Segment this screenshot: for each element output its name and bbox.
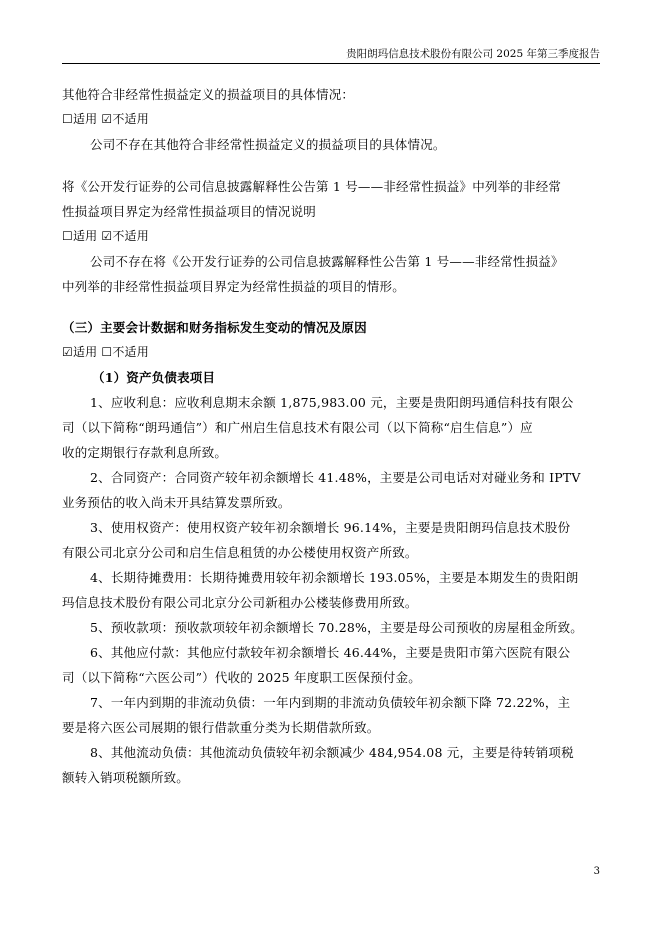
header-title: 贵阳朗玛信息技术股份有限公司 2025 年第三季度报告 <box>346 48 600 60</box>
list-item <box>62 515 602 565</box>
other-items-title: 其他符合非经常性损益定义的损益项目的具体情况： <box>62 87 355 102</box>
list-item <box>62 640 602 690</box>
list-item-line: 2、合同资产：合同资产较年初余额增长 41.48%，主要是公司电话对对碰业务和 IPTV <box>90 470 581 485</box>
list-item-line: 玛信息技术股份有限公司北京分公司新租办公楼装修费用所致。 <box>62 595 418 610</box>
list-item <box>62 465 602 515</box>
page-header <box>62 46 600 64</box>
list-item <box>62 390 602 465</box>
subsection-heading: （1）资产负债表项目 <box>92 370 216 385</box>
other-items-text: 公司不存在其他符合非经常性损益定义的损益项目的具体情况。 <box>90 137 446 152</box>
spacer <box>62 299 602 315</box>
list-item-line: 7、一年内到期的非流动负债：一年内到期的非流动负债较年初余额下降 72.22%，主 <box>90 695 571 710</box>
section-heading: （三）主要会计数据和财务指标发生变动的情况及原因 <box>62 320 367 335</box>
list-item <box>62 740 602 790</box>
list-item-line: 有限公司北京分公司和启生信息租赁的办公楼使用权资产所致。 <box>62 545 418 560</box>
list-item-line: 司（以下简称“朗玛通信”）和广州启生信息技术有限公司（以下简称“启生信息”）应 <box>62 420 533 435</box>
balance-sheet-items <box>62 390 602 790</box>
list-item <box>62 690 602 740</box>
definition-items-line2: 性损益项目界定为经常性损益项目的情况说明 <box>62 204 317 219</box>
definition-items-text1: 公司不存在将《公开发行证券的公司信息披露解释性公告第 1 号——非经常性损益》 <box>90 254 564 269</box>
definition-items-line1: 将《公开发行证券的公司信息披露解释性公告第 1 号——非经常性损益》中列举的非经常 <box>62 179 562 194</box>
page-number: 3 <box>593 866 600 877</box>
document-body <box>62 82 602 790</box>
list-item-line: 业务预估的收入尚未开具结算发票所致。 <box>62 495 291 510</box>
list-item-line: 要是将六医公司展期的银行借款重分类为长期借款所致。 <box>62 720 380 735</box>
definition-items-checkbox: ☐适用 ☑不适用 <box>62 229 149 243</box>
other-items-checkbox: ☐适用 ☑不适用 <box>62 112 149 126</box>
list-item <box>62 565 602 615</box>
changes-checkbox: ☑适用 ☐不适用 <box>62 345 149 359</box>
definition-items-text2: 中列举的非经常性损益项目界定为经常性损益的项目的情形。 <box>62 279 405 294</box>
list-item-line: 3、使用权资产：使用权资产较年初余额增长 96.14%，主要是贵阳朗玛信息技术股份 <box>90 520 571 535</box>
list-item-line: 4、长期待摊费用：长期待摊费用较年初余额增长 193.05%，主要是本期发生的贵阳朗 <box>90 570 579 585</box>
list-item-line: 收的定期银行存款利息所致。 <box>62 445 228 460</box>
list-item-line: 司（以下简称“六医公司”）代收的 2025 年度职工医保预付金。 <box>62 670 421 685</box>
list-item-line: 8、其他流动负债：其他流动负债较年初余额减少 484,954.08 元，主要是待转销项税 <box>90 745 574 760</box>
list-item <box>62 615 602 640</box>
list-item-line: 额转入销项税额所致。 <box>62 770 190 785</box>
list-item-line: 1、应收利息：应收利息期末余额 1,875,983.00 元，主要是贵阳朗玛通信科技有限公 <box>90 395 574 410</box>
list-item-line: 6、其他应付款：其他应付款较年初余额增长 46.44%，主要是贵阳市第六医院有限公 <box>90 645 571 660</box>
list-item-line: 5、预收款项：预收款项较年初余额增长 70.28%，主要是母公司预收的房屋租金所致。 <box>90 620 583 635</box>
spacer <box>62 157 602 174</box>
